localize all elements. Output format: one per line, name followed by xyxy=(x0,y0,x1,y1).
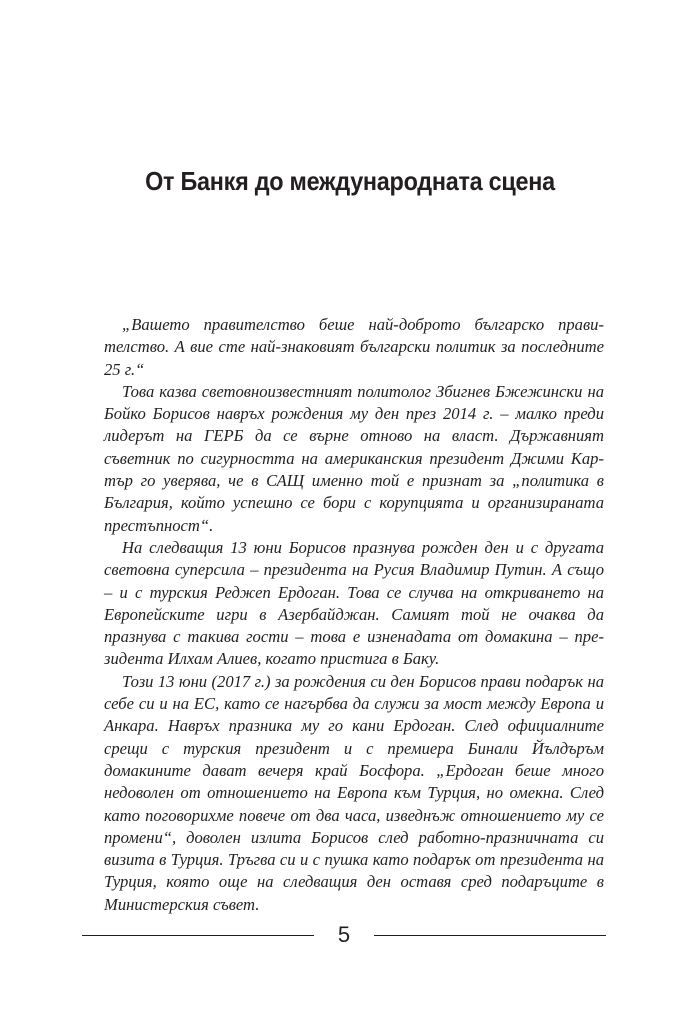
paragraph-june-13: На следващия 13 юни Борисов празнува рожден ден и с другата световна суперсила – президента на Русия Владимир Путин. А също – и с турския Реджеп Ердоган. Това се случва на откриването на Европейските игри в Азербайджан. Самият той не очаква да празнува с такива гости – това е изненадата от домакина – президента Илхам Алиев, когато пристига в Баку. xyxy=(104,537,604,669)
footer-rule-right xyxy=(374,935,606,936)
paragraph-quote: „Вашето правителство беше най-доброто българско правителство. А вие сте най-знаковият български политик за последните 25 г.“ xyxy=(104,315,604,379)
chapter-title: От Банкя до международната сцена xyxy=(145,166,555,196)
body-text xyxy=(104,314,604,916)
paragraph-brzezinski: Това казва световноизвестният политолог Збигнев Бжежински на Бойко Борисов навръх рождения му ден през 2014 г. – малко преди лидерът на ГЕРБ да се върне отново на власт. Държавният съветник по сигурността на американския президент Джими Картър го уверява, че в САЩ именно той е признат за „политика в България, който успешно се бори с корупцията и организираната престъпност“. xyxy=(104,381,604,535)
paragraph-erdogan: Този 13 юни (2017 г.) за рождения си ден Борисов прави подарък на себе си и на ЕС, като се нагърбва да служи за мост между Европа и Анкара. Навръх празника му го кани Ердоган. След официалните срещи с турския президент и с премиера Бинали Йълдъръм домакините дават вечеря край Босфора. „Ердоган беше много недоволен от отношението на Европа към Турция, но омекна. След като поговорихме повече от два часа, изведнъж отношението му се промени“, доволен излита Борисов след работно-празничната си визита в Турция. Тръгва си и с пушка като подарък от президента на Турция, която още на следващия ден оставя сред подаръците в Министерския съвет. xyxy=(104,671,604,914)
page-number: 5 xyxy=(337,922,351,947)
page-footer xyxy=(82,916,606,956)
